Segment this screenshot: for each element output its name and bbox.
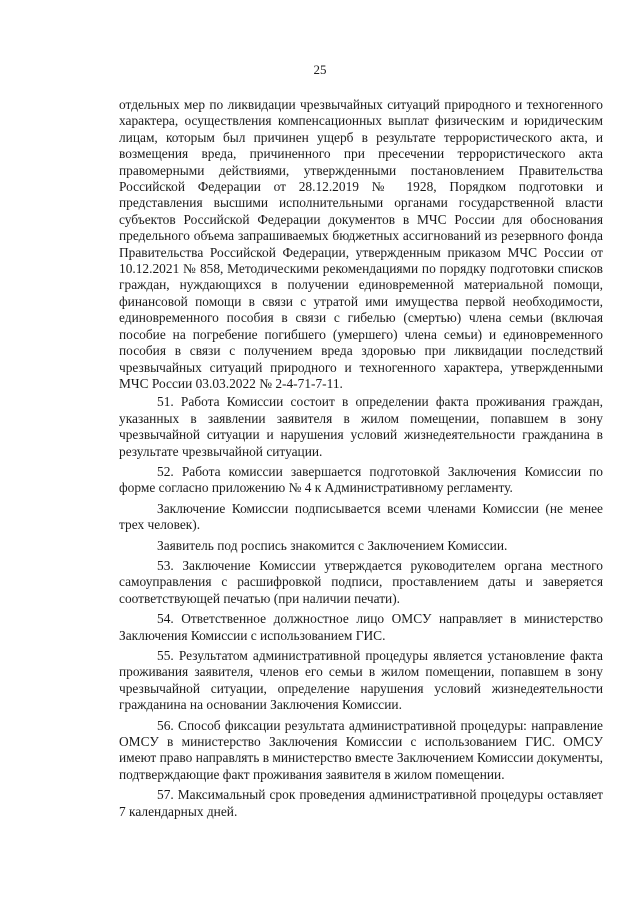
page-number: 25: [313, 62, 327, 77]
paragraph-54: 54. Ответственное должностное лицо ОМСУ направляет в министерство Заключения Комиссии с использованием ГИС.: [119, 611, 603, 643]
paragraph-56: 56. Способ фиксации результата административной процедуры: направление ОМСУ в министерство Заключения Комиссии с использованием ГИС. ОМСУ имеют право направлять в министерство вместе Заключением Комиссии документы, подтверждающие факт проживания заявителя в жилом помещении.: [119, 717, 603, 782]
paragraph-signature-requirement: Заключение Комиссии подписывается всеми членами Комиссии (не менее трех человек).: [119, 500, 603, 533]
paragraph-continuation: отдельных мер по ликвидации чрезвычайных ситуаций природного и техногенного характера, осуществления компенсационных выплат физическим и юридическим лицам, которым был причинен ущерб в результате террористического акта, и возмещения вреда, причиненного при пресечении террористического акта правомерными действиями, утвержденными постановлением Правительства Российской Федерации от 28.12.2019 № 1928, Порядком подготовки и представления высшими исполнительными органами государственной власти субъектов Российской Федерации документов в МЧС России для обоснования предельного объема запрашиваемых бюджетных ассигнований из резервного фонда Правительства Российской Федерации, утвержденным приказом МЧС России от 10.12.2021 № 858, Методическими рекомендациями по порядку подготовки списков граждан, нуждающихся в получении единовременной материальной помощи, финансовой помощи в связи с утратой ими имущества первой необходимости, единовременного пособия в связи с гибелью (смертью) члена семьи (включая пособие на погребение погибшего (умершего) члена семьи) и единовременного пособия в связи с получением вреда здоровью при ликвидации последствий чрезвычайных ситуаций природного и техногенного характера, утвержденными МЧС России 03.03.2022 № 2-4-71-7-11.: [119, 97, 603, 391]
paragraph-55: 55. Результатом административной процедуры является установление факта проживания заявителя, членов его семьи в жилом помещении, попавшем в зону чрезвычайной ситуации, определение нарушения условий жизнедеятельности гражданина на основании Заключения Комиссии.: [119, 648, 603, 713]
paragraph-57: 57. Максимальный срок проведения административной процедуры оставляет 7 календарных дней.: [119, 787, 603, 819]
paragraph-51: 51. Работа Комиссии состоит в определении факта проживания граждан, указанных в заявлении заявителя в жилом помещении, попавшем в зону чрезвычайной ситуации и нарушения условий жизнедеятельности гражданина в результате чрезвычайной ситуации.: [119, 394, 603, 459]
paragraph-52: 52. Работа комиссии завершается подготовкой Заключения Комиссии по форме согласно приложению № 4 к Административному регламенту.: [119, 463, 603, 496]
paragraph-53: 53. Заключение Комиссии утверждается руководителем органа местного самоуправления с расшифровкой подписи, проставлением даты и заверяется соответствующей печатью (при наличии печати).: [119, 557, 603, 606]
document-body: [119, 97, 603, 822]
paragraph-applicant-acknowledgement: Заявитель под роспись знакомится с Заключением Комиссии.: [157, 537, 508, 553]
